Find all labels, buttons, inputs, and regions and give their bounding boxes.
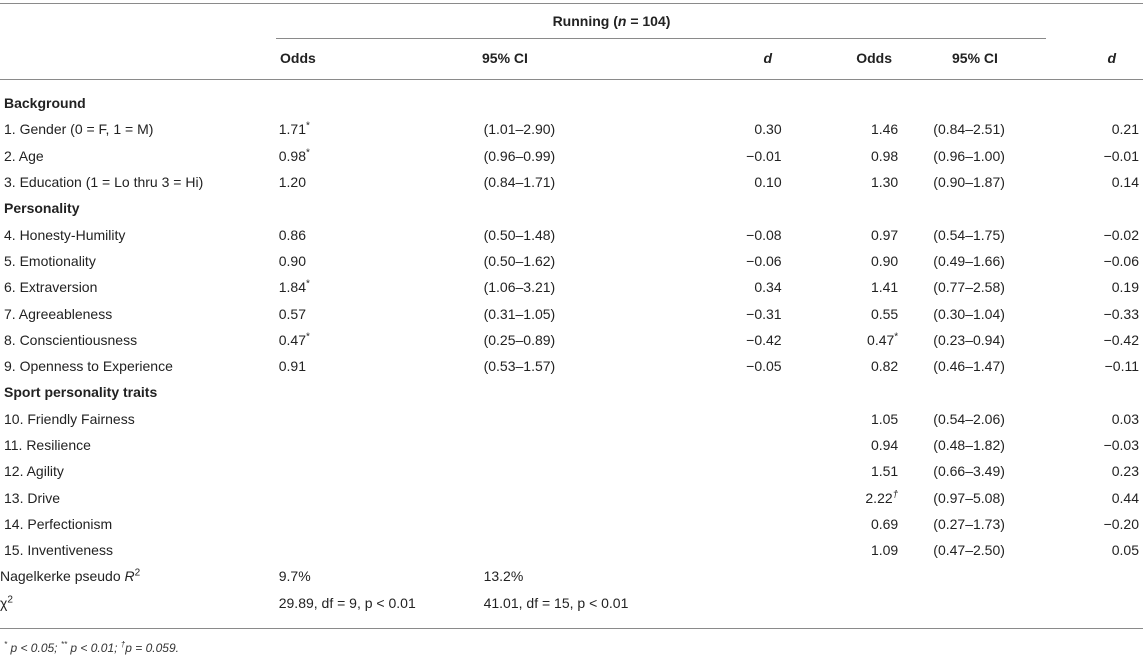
- row-label: 13. Drive: [4, 489, 61, 506]
- odds-2-cell: 0.97: [870, 226, 899, 243]
- d-2-cell: 0.23: [1111, 463, 1139, 480]
- ci-1-cell: (1.06–3.21): [483, 279, 556, 296]
- d-1-cell: [693, 537, 782, 563]
- odds-1-cell: 0.47*: [278, 331, 310, 348]
- ci-1-cell: (0.96–0.99): [483, 147, 556, 164]
- section-row: [0, 90, 1143, 116]
- d-1-cell: −0.42: [746, 331, 782, 348]
- odds-2-cell: 1.51: [870, 463, 899, 480]
- d-2-cell: −0.01: [1103, 147, 1139, 164]
- row-label: 1. Gender (0 = F, 1 = M): [4, 121, 154, 138]
- summary-row-nagelkerke: [0, 563, 1143, 589]
- odds-2-cell: 1.30: [870, 174, 899, 191]
- ci-1-cell: [484, 484, 693, 510]
- section-row: [0, 379, 1143, 405]
- chi-square-label: $\chi^2$: [0, 594, 13, 611]
- odds-2-cell: 0.98: [870, 147, 899, 164]
- odds-2-cell: 1.46: [870, 121, 899, 138]
- results-table: [0, 90, 1143, 616]
- top-rule: [0, 3, 1143, 4]
- d-1-cell: [693, 458, 782, 484]
- odds-1-cell: [279, 537, 484, 563]
- table-row: [0, 406, 1143, 432]
- section-background: Background: [4, 95, 86, 112]
- d-2-cell: −0.20: [1103, 515, 1139, 532]
- d-2-cell: 0.21: [1111, 121, 1139, 138]
- section-sport-traits: Sport personality traits: [4, 384, 158, 401]
- ci-1-cell: [484, 458, 693, 484]
- d-2-cell: 0.19: [1111, 279, 1139, 296]
- d-2-cell: −0.06: [1103, 252, 1139, 269]
- d-1-cell: −0.01: [746, 147, 782, 164]
- header-ci-2: 95% CI: [952, 50, 998, 66]
- header-odds-1: Odds: [280, 50, 316, 66]
- section-row: [0, 195, 1143, 221]
- ci-2-cell: (0.66–3.49): [933, 463, 1005, 480]
- d-1-cell: [693, 432, 782, 458]
- ci-2-cell: (0.54–1.75): [933, 226, 1005, 243]
- ci-1-cell: (0.50–1.62): [483, 252, 556, 269]
- ci-1-cell: (0.31–1.05): [483, 305, 556, 322]
- ci-2-cell: (0.49–1.66): [933, 252, 1005, 269]
- row-label: 6. Extraversion: [4, 279, 98, 296]
- odds-1-cell: 1.84*: [278, 278, 310, 296]
- ci-1-cell: (0.84–1.71): [483, 174, 556, 191]
- d-1-cell: [693, 484, 782, 510]
- d-2-cell: 0.44: [1111, 489, 1139, 506]
- d-1-cell: −0.06: [746, 252, 782, 269]
- ci-2-cell: (0.27–1.73): [933, 515, 1005, 532]
- ci-2-cell: (0.77–2.58): [933, 279, 1005, 296]
- odds-1-cell: [279, 406, 484, 432]
- d-2-cell: −0.33: [1103, 305, 1139, 322]
- section-personality: Personality: [4, 200, 80, 217]
- ci-2-cell: (0.30–1.04): [933, 305, 1005, 322]
- row-label: 4. Honesty-Humility: [4, 226, 126, 243]
- d-2-cell: 0.14: [1111, 174, 1139, 191]
- odds-2-cell: 2.22†: [865, 488, 899, 506]
- d-2-cell: −0.03: [1103, 437, 1139, 453]
- table-footnote: * p < 0.05; ** p < 0.01; †p = 0.059.: [4, 640, 179, 655]
- d-1-cell: −0.31: [746, 305, 782, 322]
- odds-1-cell: 0.90: [278, 252, 306, 269]
- ci-2-cell: (0.23–0.94): [933, 331, 1005, 348]
- d-1-cell: 0.10: [754, 174, 782, 191]
- table-row: [0, 300, 1143, 326]
- odds-2-cell: 0.47*: [867, 331, 899, 348]
- d-2-cell: 0.03: [1111, 410, 1139, 427]
- odds-1-cell: 1.20: [278, 174, 306, 191]
- nagelkerke-value-2: 13.2%: [483, 568, 524, 585]
- d-1-cell: [693, 511, 782, 537]
- group-title: Running (n = 104): [552, 13, 671, 29]
- ci-1-cell: [484, 432, 693, 458]
- d-1-cell: −0.08: [746, 226, 782, 243]
- odds-2-cell: 1.05: [870, 410, 899, 427]
- ci-1-cell: [484, 537, 693, 563]
- row-label: 12. Agility: [4, 463, 64, 480]
- ci-1-cell: (0.25–0.89): [483, 331, 556, 348]
- row-label: 9. Openness to Experience: [4, 358, 173, 375]
- ci-1-cell: [484, 511, 693, 537]
- header-d-2: d: [1107, 50, 1116, 66]
- ci-2-cell: (0.48–1.82): [933, 437, 1005, 453]
- row-label: 14. Perfectionism: [4, 515, 113, 532]
- d-2-cell: −0.11: [1104, 358, 1139, 375]
- nagelkerke-value-1: 9.7%: [278, 568, 311, 585]
- odds-1-cell: 0.86: [278, 226, 306, 243]
- ci-2-cell: (0.47–2.50): [933, 542, 1005, 559]
- header-d-1: d: [763, 50, 772, 66]
- header-odds-2: Odds: [856, 50, 892, 66]
- table-row: [0, 432, 1143, 458]
- d-1-cell: 0.30: [754, 121, 782, 138]
- odds-1-cell: [279, 458, 484, 484]
- odds-1-cell: 0.91: [278, 358, 306, 375]
- chi-square-value-2: 41.01, df = 15, p < 0.01: [483, 594, 629, 611]
- bottom-rule: [0, 628, 1143, 629]
- row-label: 3. Education (1 = Lo thru 3 = Hi): [4, 174, 204, 191]
- table-row: [0, 221, 1143, 247]
- odds-1-cell: 0.98*: [278, 147, 310, 164]
- nagelkerke-label: Nagelkerke pseudo $R^2$: [0, 567, 141, 585]
- odds-2-cell: 0.90: [870, 252, 899, 269]
- row-label: 2. Age: [4, 147, 44, 164]
- header-rule: [0, 79, 1143, 80]
- d-1-cell: 0.34: [754, 279, 782, 296]
- row-label: 11. Resilience: [4, 437, 91, 453]
- row-label: 7. Agreeableness: [4, 305, 113, 322]
- header-ci-1: 95% CI: [482, 50, 528, 66]
- odds-1-cell: 1.71*: [278, 120, 310, 138]
- d-2-cell: −0.02: [1103, 226, 1139, 243]
- table-row: [0, 248, 1143, 274]
- ci-2-cell: (0.96–1.00): [933, 147, 1005, 164]
- d-2-cell: 0.05: [1111, 542, 1139, 559]
- row-label: 10. Friendly Fairness: [4, 410, 135, 427]
- table-row: [0, 458, 1143, 484]
- odds-2-cell: 0.94: [870, 437, 899, 453]
- odds-2-cell: 0.82: [870, 358, 899, 375]
- table-row: [0, 484, 1143, 510]
- ci-1-cell: [484, 406, 693, 432]
- table-row: [0, 274, 1143, 300]
- odds-1-cell: 0.57: [278, 305, 306, 322]
- odds-2-cell: 0.69: [870, 515, 899, 532]
- ci-2-cell: (0.84–2.51): [933, 121, 1005, 138]
- d-1-cell: −0.05: [746, 358, 782, 375]
- ci-1-cell: (1.01–2.90): [483, 121, 556, 138]
- odds-2-cell: 0.55: [870, 305, 899, 322]
- ci-2-cell: (0.97–5.08): [933, 489, 1005, 506]
- odds-2-cell: 1.09: [870, 542, 899, 559]
- ci-2-cell: (0.46–1.47): [933, 358, 1005, 375]
- ci-1-cell: (0.53–1.57): [483, 358, 556, 375]
- d-2-cell: −0.42: [1103, 331, 1139, 348]
- row-label: 15. Inventiveness: [4, 542, 113, 559]
- table-row: [0, 327, 1143, 353]
- table-row: [0, 537, 1143, 563]
- summary-row-chi-square: [0, 590, 1143, 616]
- table-row: [0, 169, 1143, 195]
- odds-1-cell: [279, 432, 484, 458]
- group-rule: [276, 38, 1046, 39]
- ci-2-cell: (0.54–2.06): [933, 410, 1005, 427]
- odds-1-cell: [279, 484, 484, 510]
- ci-2-cell: (0.90–1.87): [933, 174, 1005, 191]
- table-row: [0, 143, 1143, 169]
- row-label: 5. Emotionality: [4, 252, 96, 269]
- chi-square-value-1: 29.89, df = 9, p < 0.01: [278, 594, 416, 611]
- d-1-cell: [693, 406, 782, 432]
- row-label: 8. Conscientiousness: [4, 331, 138, 348]
- odds-2-cell: 1.41: [870, 279, 899, 296]
- table-row: [0, 116, 1143, 142]
- odds-1-cell: [279, 511, 484, 537]
- table-row: [0, 511, 1143, 537]
- table-row: [0, 353, 1143, 379]
- ci-1-cell: (0.50–1.48): [483, 226, 556, 243]
